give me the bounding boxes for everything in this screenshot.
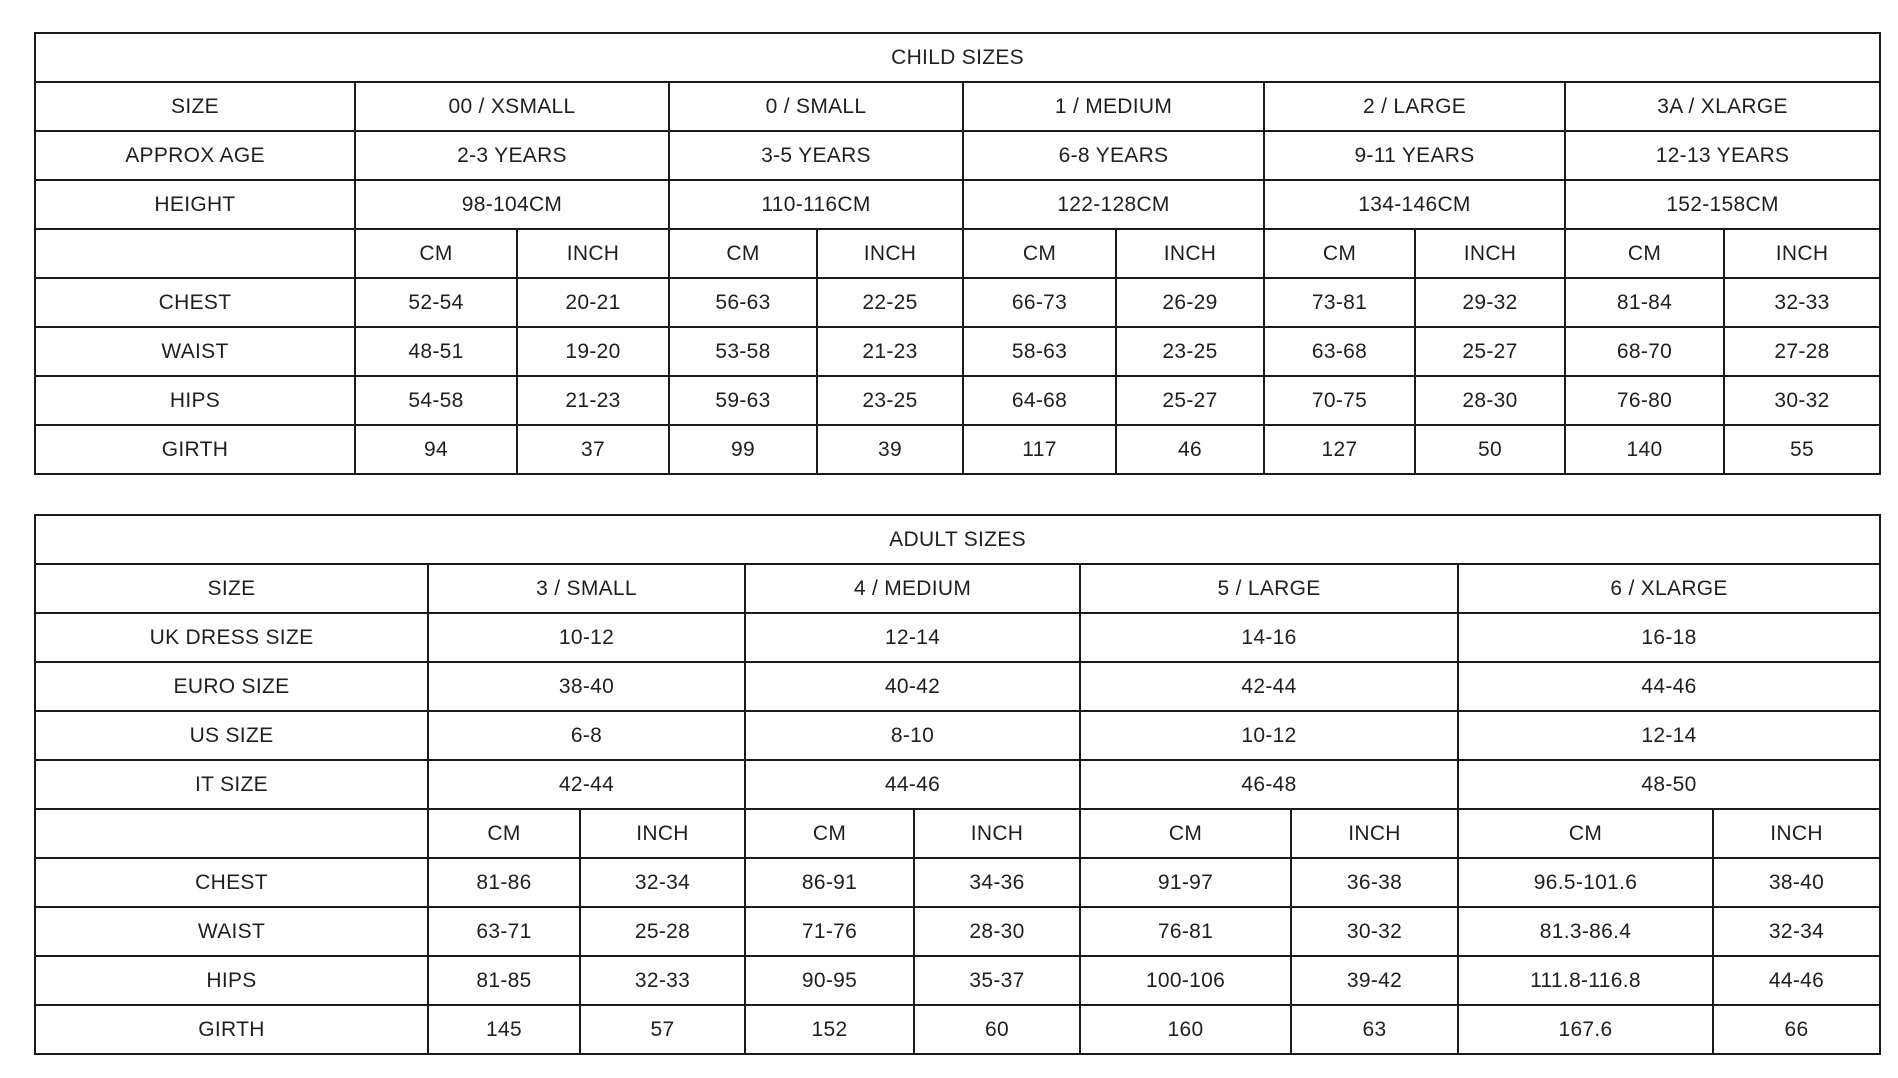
unit-cm: CM	[1458, 809, 1713, 858]
age-cell: 12-13 YEARS	[1565, 131, 1880, 180]
child-size-row	[35, 82, 1880, 131]
girth-inch: 66	[1713, 1005, 1880, 1054]
waist-inch: 30-32	[1291, 907, 1458, 956]
row-label-size: SIZE	[35, 82, 355, 131]
hips-cm: 81-85	[428, 956, 580, 1005]
girth-inch: 46	[1116, 425, 1264, 474]
hips-inch: 32-33	[580, 956, 745, 1005]
girth-inch: 37	[517, 425, 669, 474]
height-cell: 122-128CM	[963, 180, 1264, 229]
row-label-waist: WAIST	[35, 907, 428, 956]
adult-table-title: ADULT SIZES	[35, 515, 1880, 564]
adult-it-row	[35, 760, 1880, 809]
age-cell: 9-11 YEARS	[1264, 131, 1565, 180]
child-age-row	[35, 131, 1880, 180]
hips-cm: 70-75	[1264, 376, 1415, 425]
size-cell: 2 / LARGE	[1264, 82, 1565, 131]
adult-uk-row	[35, 613, 1880, 662]
euro-cell: 44-46	[1458, 662, 1880, 711]
empty-cell	[35, 809, 428, 858]
girth-inch: 39	[817, 425, 963, 474]
chest-cm: 56-63	[669, 278, 817, 327]
euro-cell: 42-44	[1080, 662, 1458, 711]
chest-cm: 73-81	[1264, 278, 1415, 327]
adult-unit-row	[35, 809, 1880, 858]
waist-cm: 68-70	[1565, 327, 1724, 376]
chest-cm: 91-97	[1080, 858, 1291, 907]
child-girth-row	[35, 425, 1880, 474]
row-label-chest: CHEST	[35, 858, 428, 907]
waist-cm: 63-68	[1264, 327, 1415, 376]
waist-cm: 71-76	[745, 907, 914, 956]
unit-cm: CM	[1565, 229, 1724, 278]
adult-size-table	[34, 514, 1881, 1055]
it-cell: 46-48	[1080, 760, 1458, 809]
chest-cm: 81-84	[1565, 278, 1724, 327]
waist-inch: 28-30	[914, 907, 1080, 956]
girth-inch: 50	[1415, 425, 1565, 474]
size-cell: 1 / MEDIUM	[963, 82, 1264, 131]
row-label-size: SIZE	[35, 564, 428, 613]
uk-cell: 14-16	[1080, 613, 1458, 662]
chest-cm: 81-86	[428, 858, 580, 907]
chest-inch: 38-40	[1713, 858, 1880, 907]
unit-inch: INCH	[580, 809, 745, 858]
uk-cell: 12-14	[745, 613, 1080, 662]
waist-inch: 32-34	[1713, 907, 1880, 956]
girth-cm: 127	[1264, 425, 1415, 474]
height-cell: 98-104CM	[355, 180, 669, 229]
row-label-uk: UK DRESS SIZE	[35, 613, 428, 662]
size-cell: 0 / SMALL	[669, 82, 963, 131]
hips-cm: 100-106	[1080, 956, 1291, 1005]
uk-cell: 10-12	[428, 613, 745, 662]
unit-cm: CM	[428, 809, 580, 858]
unit-inch: INCH	[817, 229, 963, 278]
hips-inch: 30-32	[1724, 376, 1880, 425]
unit-inch: INCH	[517, 229, 669, 278]
row-label-girth: GIRTH	[35, 425, 355, 474]
child-unit-row	[35, 229, 1880, 278]
row-label-chest: CHEST	[35, 278, 355, 327]
age-cell: 3-5 YEARS	[669, 131, 963, 180]
unit-inch: INCH	[1713, 809, 1880, 858]
adult-waist-row	[35, 907, 1880, 956]
empty-cell	[35, 229, 355, 278]
hips-inch: 39-42	[1291, 956, 1458, 1005]
waist-inch: 27-28	[1724, 327, 1880, 376]
unit-cm: CM	[355, 229, 517, 278]
girth-inch: 57	[580, 1005, 745, 1054]
us-cell: 10-12	[1080, 711, 1458, 760]
chest-inch: 32-33	[1724, 278, 1880, 327]
euro-cell: 38-40	[428, 662, 745, 711]
girth-inch: 60	[914, 1005, 1080, 1054]
hips-inch: 25-27	[1116, 376, 1264, 425]
waist-inch: 21-23	[817, 327, 963, 376]
adult-euro-row	[35, 662, 1880, 711]
hips-inch: 23-25	[817, 376, 963, 425]
hips-cm: 90-95	[745, 956, 914, 1005]
adult-hips-row	[35, 956, 1880, 1005]
unit-cm: CM	[1264, 229, 1415, 278]
height-cell: 110-116CM	[669, 180, 963, 229]
chest-inch: 32-34	[580, 858, 745, 907]
age-cell: 2-3 YEARS	[355, 131, 669, 180]
adult-girth-row	[35, 1005, 1880, 1054]
chest-inch: 20-21	[517, 278, 669, 327]
unit-cm: CM	[669, 229, 817, 278]
adult-size-row	[35, 564, 1880, 613]
child-height-row	[35, 180, 1880, 229]
hips-inch: 28-30	[1415, 376, 1565, 425]
child-waist-row	[35, 327, 1880, 376]
child-size-table	[34, 32, 1881, 475]
hips-cm: 59-63	[669, 376, 817, 425]
hips-cm: 111.8-116.8	[1458, 956, 1713, 1005]
waist-cm: 53-58	[669, 327, 817, 376]
unit-cm: CM	[1080, 809, 1291, 858]
row-label-it: IT SIZE	[35, 760, 428, 809]
adult-title-row	[35, 515, 1880, 564]
size-cell: 3A / XLARGE	[1565, 82, 1880, 131]
waist-inch: 23-25	[1116, 327, 1264, 376]
girth-cm: 117	[963, 425, 1116, 474]
us-cell: 12-14	[1458, 711, 1880, 760]
adult-chest-row	[35, 858, 1880, 907]
row-label-waist: WAIST	[35, 327, 355, 376]
it-cell: 48-50	[1458, 760, 1880, 809]
hips-inch: 21-23	[517, 376, 669, 425]
child-title-row	[35, 33, 1880, 82]
girth-cm: 140	[1565, 425, 1724, 474]
row-label-euro: EURO SIZE	[35, 662, 428, 711]
waist-cm: 63-71	[428, 907, 580, 956]
age-cell: 6-8 YEARS	[963, 131, 1264, 180]
it-cell: 42-44	[428, 760, 745, 809]
row-label-age: APPROX AGE	[35, 131, 355, 180]
girth-cm: 167.6	[1458, 1005, 1713, 1054]
child-chest-row	[35, 278, 1880, 327]
uk-cell: 16-18	[1458, 613, 1880, 662]
chest-cm: 86-91	[745, 858, 914, 907]
us-cell: 8-10	[745, 711, 1080, 760]
waist-inch: 25-27	[1415, 327, 1565, 376]
hips-cm: 76-80	[1565, 376, 1724, 425]
chest-inch: 29-32	[1415, 278, 1565, 327]
unit-inch: INCH	[1291, 809, 1458, 858]
girth-cm: 94	[355, 425, 517, 474]
waist-inch: 19-20	[517, 327, 669, 376]
hips-inch: 35-37	[914, 956, 1080, 1005]
waist-cm: 58-63	[963, 327, 1116, 376]
waist-inch: 25-28	[580, 907, 745, 956]
unit-cm: CM	[963, 229, 1116, 278]
row-label-girth: GIRTH	[35, 1005, 428, 1054]
it-cell: 44-46	[745, 760, 1080, 809]
girth-cm: 152	[745, 1005, 914, 1054]
size-cell: 4 / MEDIUM	[745, 564, 1080, 613]
height-cell: 152-158CM	[1565, 180, 1880, 229]
size-cell: 6 / XLARGE	[1458, 564, 1880, 613]
girth-inch: 63	[1291, 1005, 1458, 1054]
girth-cm: 160	[1080, 1005, 1291, 1054]
unit-inch: INCH	[1116, 229, 1264, 278]
unit-inch: INCH	[1415, 229, 1565, 278]
hips-cm: 54-58	[355, 376, 517, 425]
chest-cm: 66-73	[963, 278, 1116, 327]
size-cell: 5 / LARGE	[1080, 564, 1458, 613]
row-label-hips: HIPS	[35, 956, 428, 1005]
size-cell: 00 / XSMALL	[355, 82, 669, 131]
us-cell: 6-8	[428, 711, 745, 760]
chest-inch: 36-38	[1291, 858, 1458, 907]
chest-cm: 96.5-101.6	[1458, 858, 1713, 907]
child-hips-row	[35, 376, 1880, 425]
size-cell: 3 / SMALL	[428, 564, 745, 613]
waist-cm: 81.3-86.4	[1458, 907, 1713, 956]
height-cell: 134-146CM	[1264, 180, 1565, 229]
chest-cm: 52-54	[355, 278, 517, 327]
unit-inch: INCH	[1724, 229, 1880, 278]
euro-cell: 40-42	[745, 662, 1080, 711]
hips-cm: 64-68	[963, 376, 1116, 425]
hips-inch: 44-46	[1713, 956, 1880, 1005]
chest-inch: 34-36	[914, 858, 1080, 907]
adult-us-row	[35, 711, 1880, 760]
row-label-hips: HIPS	[35, 376, 355, 425]
waist-cm: 48-51	[355, 327, 517, 376]
chest-inch: 22-25	[817, 278, 963, 327]
unit-inch: INCH	[914, 809, 1080, 858]
unit-cm: CM	[745, 809, 914, 858]
girth-cm: 145	[428, 1005, 580, 1054]
chest-inch: 26-29	[1116, 278, 1264, 327]
girth-inch: 55	[1724, 425, 1880, 474]
row-label-us: US SIZE	[35, 711, 428, 760]
row-label-height: HEIGHT	[35, 180, 355, 229]
waist-cm: 76-81	[1080, 907, 1291, 956]
girth-cm: 99	[669, 425, 817, 474]
child-table-title: CHILD SIZES	[35, 33, 1880, 82]
